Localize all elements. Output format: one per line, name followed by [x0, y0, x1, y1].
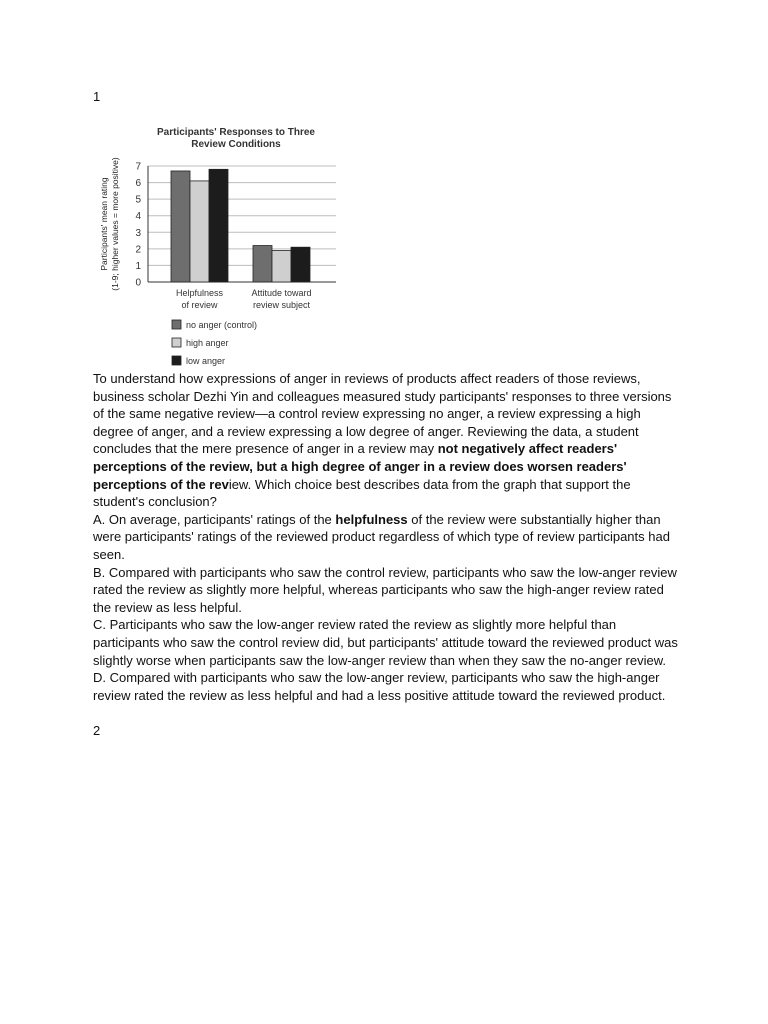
- choice-a-part: A. On average, participants' ratings of the: [93, 511, 336, 527]
- stem-part: iew. Which choice best describes data from the graph that support the student's conclusion?: [93, 476, 631, 510]
- bar-0-1: [253, 246, 272, 282]
- x-category-label: Helpfulness: [175, 288, 224, 298]
- choice-c: C. Participants who saw the low-anger review rated the review as slightly more helpful than participants who saw the control review did, but participants' attitude toward the reviewed product was slightly worse when participants saw the low-anger review than when they saw the no-anger review.: [93, 617, 678, 668]
- y-tick-label: 2: [135, 244, 141, 256]
- y-tick-label: 7: [135, 161, 141, 173]
- choice-a-bold-part: helpfulness: [335, 511, 408, 527]
- y-axis-label: Participants' mean rating: [99, 177, 109, 271]
- y-tick-label: 1: [135, 260, 141, 272]
- y-tick-label: 3: [135, 227, 141, 239]
- x-category-label: of review: [181, 300, 218, 310]
- bar-2-0: [209, 169, 228, 282]
- bar-chart: [96, 122, 356, 370]
- page-number: 2: [93, 723, 101, 738]
- chart-title: Participants' Responses to Three: [157, 127, 315, 138]
- legend-label: low anger: [186, 356, 226, 366]
- bar-1-0: [190, 181, 209, 282]
- bar-2-1: [291, 247, 310, 282]
- y-tick-label: 0: [135, 277, 141, 289]
- question-text: [93, 370, 683, 704]
- stem-part: To understand how expressions of anger in reviews of products affect readers of those reviews, business scholar Dezhi Yin and colleagues measured study participants' responses to three versions of the same negative review—a control review expressing no anger, a review expressing a high degree of anger, and a review expressing a low degree of anger. Reviewing the data, a student concludes that the mere presence of anger in a review may: [93, 371, 672, 457]
- choice-a-part: of the review were substantially higher than were participants' ratings of the reviewed product regardless of which type of review participants had seen.: [93, 511, 670, 562]
- page-number: 1: [93, 89, 101, 104]
- legend-swatch: [172, 338, 181, 347]
- question-stem: [93, 370, 683, 511]
- bar-1-1: [272, 251, 291, 282]
- y-tick-label: 4: [135, 211, 141, 223]
- bar-chart-figure: [96, 122, 356, 370]
- legend-swatch: [172, 320, 181, 329]
- y-tick-label: 5: [135, 194, 141, 206]
- legend-swatch: [172, 356, 181, 365]
- legend-label: no anger (control): [186, 320, 258, 330]
- y-tick-label: 6: [135, 178, 141, 190]
- bar-0-0: [171, 171, 190, 282]
- choice-d: D. Compared with participants who saw the low-anger review, participants who saw the high-anger review rated the review as less helpful and had a less positive attitude toward the reviewed product.: [93, 670, 666, 703]
- choice-b: B. Compared with participants who saw the control review, participants who saw the low-anger review rated the review as slightly more helpful, whereas participants who saw the high-anger review rated the review as less helpful.: [93, 564, 677, 615]
- choice-a: [93, 511, 683, 564]
- y-axis-label: (1-9; higher values = more positive): [110, 157, 120, 291]
- chart-title: Review Conditions: [191, 139, 281, 150]
- x-category-label: Attitude toward: [251, 288, 312, 298]
- legend-label: high anger: [186, 338, 229, 348]
- stem-bold-part: not negatively affect readers' perceptions of the review, but a high degree of anger in a review does worsen readers' perceptions of the rev: [93, 441, 627, 492]
- x-category-label: review subject: [252, 300, 311, 310]
